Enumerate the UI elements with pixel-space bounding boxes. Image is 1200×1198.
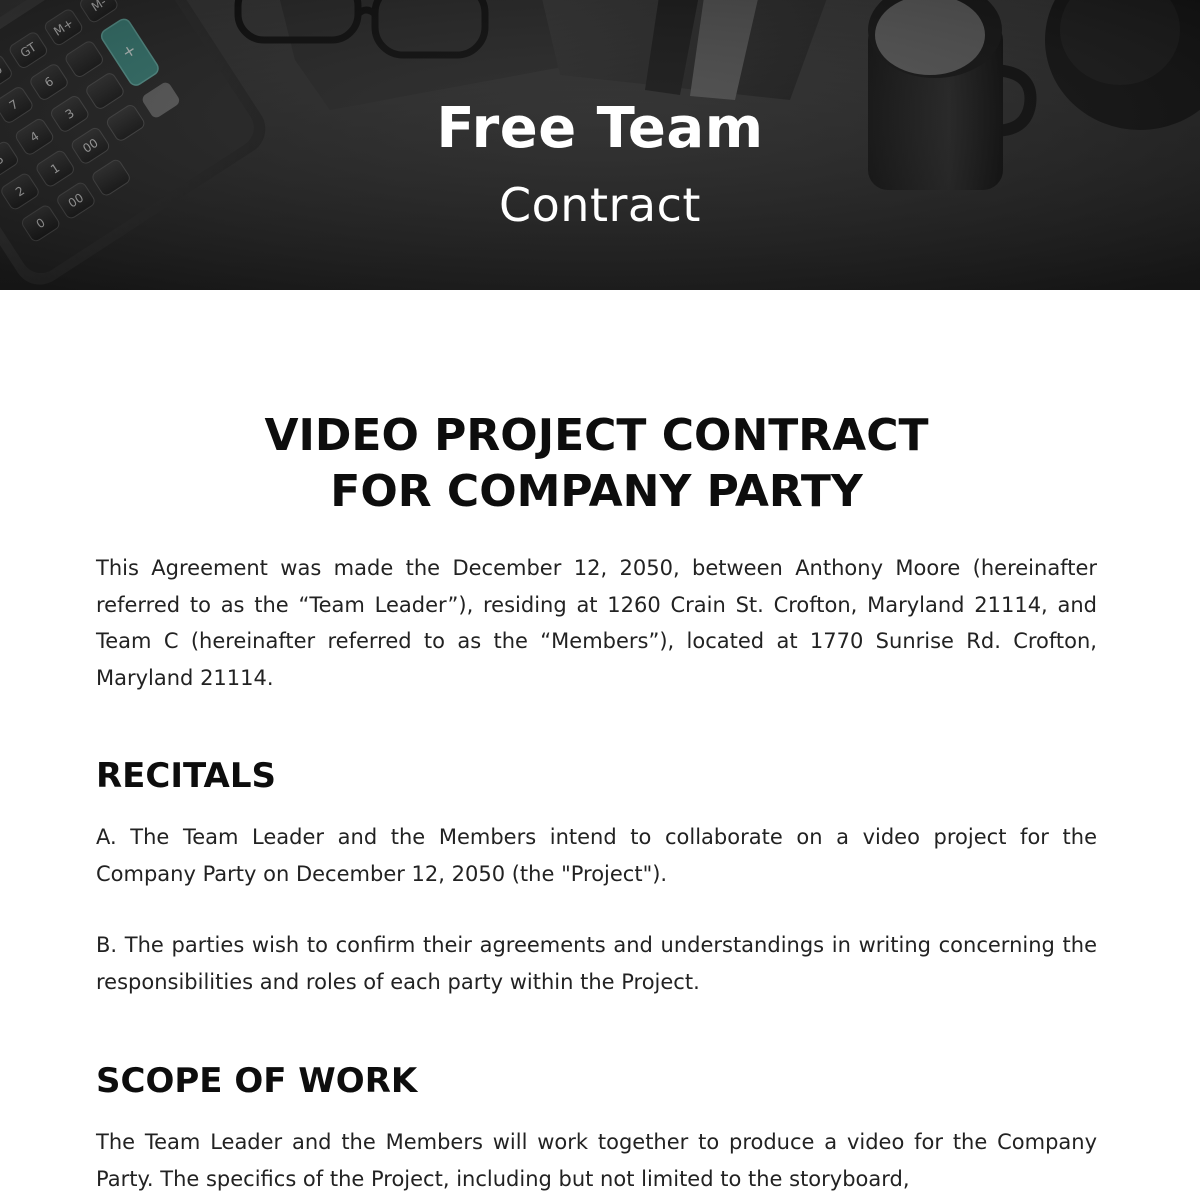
recital-b-paragraph: B. The parties wish to confirm their agreements and understandings in writing concerning the responsibilities and roles of each party within the Project. <box>96 933 1097 994</box>
recitals-heading: RECITALS <box>96 756 277 796</box>
hero-title: Free Team <box>436 96 764 161</box>
document-title-line1: VIDEO PROJECT CONTRACT <box>264 410 929 461</box>
scope-of-work-paragraph: The Team Leader and the Members will work together to produce a video for the Company Party. The specifics of the Project, including but not limited to the storyboard, <box>96 1130 1097 1191</box>
contract-document <box>96 290 1097 1197</box>
document-title <box>96 408 1097 520</box>
hero-banner <box>0 0 1200 290</box>
scope-of-work-heading: SCOPE OF WORK <box>96 1061 418 1101</box>
recital-a-paragraph: A. The Team Leader and the Members intend to collaborate on a video project for the Company Party on December 12, 2050 (the "Project"). <box>96 825 1097 886</box>
document-title-line2: FOR COMPANY PARTY <box>330 466 863 517</box>
intro-paragraph: This Agreement was made the December 12, 2050, between Anthony Moore (hereinafter referred to as the “Team Leader”), residing at 1260 Crain St. Crofton, Maryland 21114, and Team C (hereinafter referred to as the “Members”), located at 1770 Sunrise Rd. Crofton, Maryland 21114. <box>96 556 1097 690</box>
hero-subtitle: Contract <box>499 178 701 232</box>
